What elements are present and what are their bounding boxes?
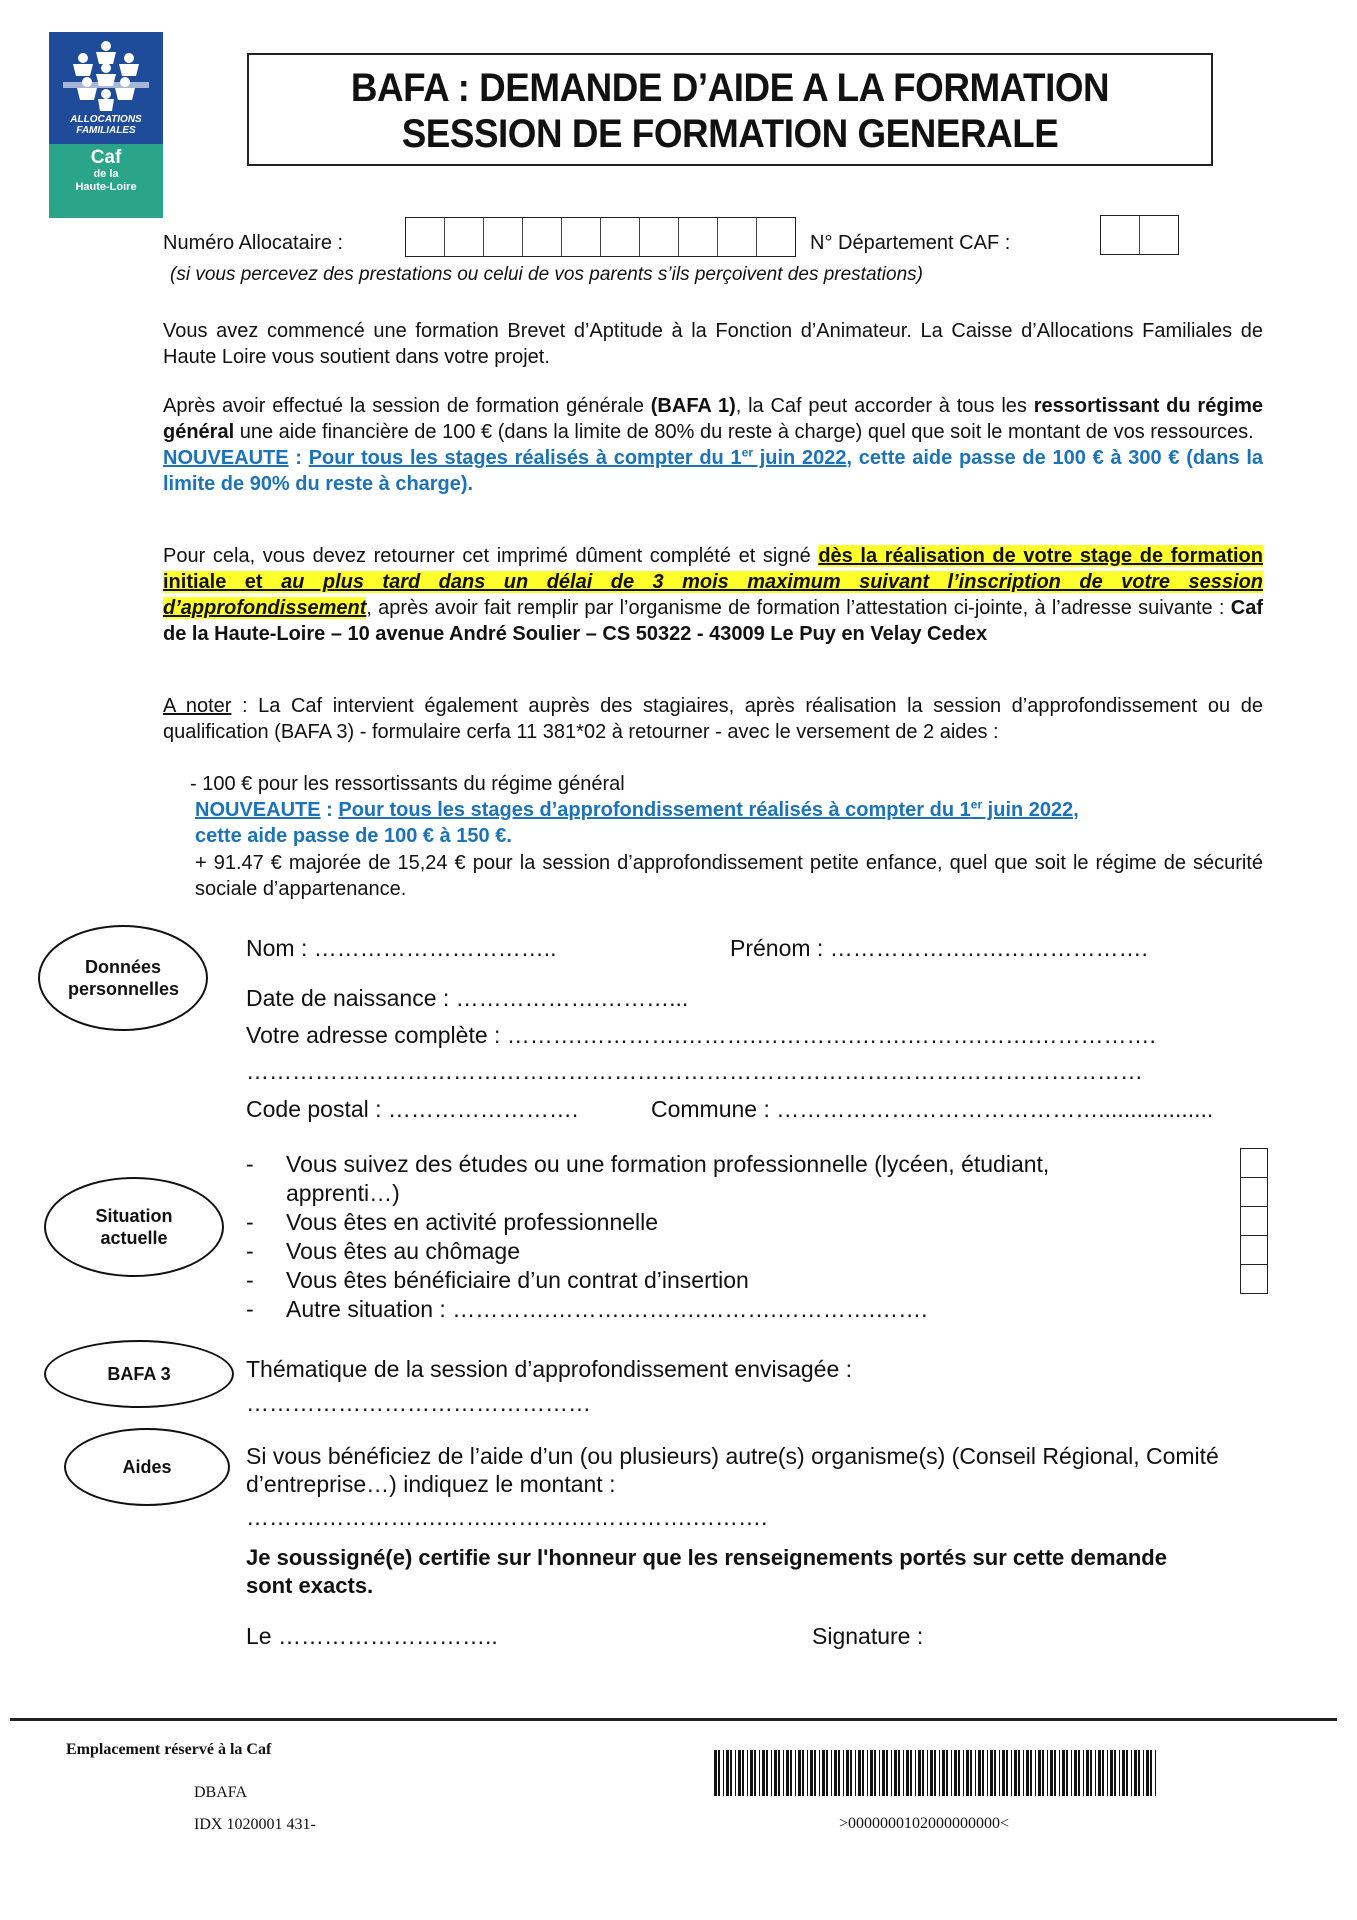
barcode-bar: [726, 1750, 729, 1796]
nouveaute-text: [309, 447, 847, 469]
barcode-bar: [987, 1750, 988, 1796]
barcode-bar: [1066, 1750, 1068, 1796]
checkbox-insertion[interactable]: [1241, 1236, 1267, 1265]
situation-checkboxes: [1240, 1148, 1268, 1294]
barcode-bar: [891, 1750, 892, 1796]
digit-cell[interactable]: [484, 218, 523, 256]
noter-nouveaute: [195, 797, 1263, 849]
barcode-bar: [999, 1750, 1000, 1796]
barcode-bar: [783, 1750, 784, 1796]
text: une aide financière de 100 € (dans la limite de 80% du reste à charge) quel que soit le montant de vos ressources.: [234, 421, 1254, 443]
section-donnees-personnelles: [38, 925, 208, 1031]
barcode-bar: [714, 1750, 717, 1796]
barcode-bar: [1023, 1750, 1024, 1796]
barcode-bar: [1086, 1750, 1089, 1796]
option-label: Vous suivez des études ou une formation professionnelle (lycéen, étudiant,: [286, 1151, 1050, 1177]
form-code: DBAFA: [194, 1784, 248, 1801]
digit-cell[interactable]: [679, 218, 718, 256]
text: Après avoir effectué la session de formation générale: [163, 395, 651, 417]
footer-divider: [10, 1718, 1337, 1721]
section-aides: [64, 1428, 230, 1506]
dash: -: [246, 1238, 254, 1264]
situation-options: [246, 1150, 1049, 1324]
date-field[interactable]: Le ………………………..: [246, 1623, 498, 1649]
barcode-bar: [718, 1750, 720, 1796]
nouveaute-label: NOUVEAUTE: [163, 447, 289, 469]
barcode-bar: [978, 1750, 981, 1796]
intro-paragraph: Vous avez commencé une formation Brevet d’Aptitude à la Fonction d’Animateur. La Caisse d’Allocations Familiales de Haute Loire vous soutient dans votre projet.: [163, 320, 1263, 368]
barcode-bar: [930, 1750, 933, 1796]
situation-option: [246, 1237, 1049, 1266]
barcode-bar: [846, 1750, 849, 1796]
section-label: BAFA 3: [107, 1364, 171, 1384]
section-label: Aides: [122, 1457, 172, 1477]
barcode-bar: [774, 1750, 777, 1796]
digit-cell[interactable]: [1140, 216, 1178, 254]
adresse-field[interactable]: Votre adresse complète : ……….………….……….………….…….……….…….…………….: [246, 1022, 1156, 1048]
barcode-bar: [1155, 1750, 1156, 1796]
bafa3-question: Thématique de la session d’approfondissement envisagée :: [246, 1356, 853, 1382]
digit-cell[interactable]: [757, 218, 795, 256]
checkbox-etudes[interactable]: [1241, 1149, 1267, 1178]
allocataire-note: (si vous percevez des prestations ou celui de vos parents s’ils perçoivent des prestations): [170, 264, 923, 285]
barcode-bar: [778, 1750, 780, 1796]
barcode-bar: [735, 1750, 736, 1796]
barcode-text: >0000000102000000000<: [839, 1815, 1010, 1832]
title-line-1: BAFA : DEMANDE D’AIDE A LA FORMATION: [350, 66, 1110, 110]
barcode-bar: [771, 1750, 772, 1796]
barcode-bar: [1090, 1750, 1092, 1796]
logo-sub-1: de la: [93, 168, 119, 180]
text: : La Caf intervient également auprès des stagiaires, après réalisation la session d’approfondissement ou de qualification (BAFA 3) - formulaire cerfa 11 381*02 à retourner - avec le versement de 2 aides :: [163, 695, 1263, 743]
checkbox-activite[interactable]: [1241, 1178, 1267, 1207]
date-naissance-field[interactable]: Date de naissance : ……………….………...: [246, 985, 689, 1011]
barcode-bar: [958, 1750, 960, 1796]
barcode-bar: [939, 1750, 940, 1796]
title-line-2: SESSION DE FORMATION GENERALE: [401, 112, 1059, 156]
barcode-bar: [750, 1750, 753, 1796]
text: juin 2022,: [982, 799, 1079, 821]
barcode-bar: [826, 1750, 828, 1796]
situation-option: [246, 1295, 1049, 1324]
option-label: Vous êtes en activité professionnelle: [286, 1209, 659, 1235]
barcode-bar: [814, 1750, 816, 1796]
commune-field[interactable]: Commune : ……………………………………..................: [651, 1096, 1214, 1122]
barcode-bar: [982, 1750, 984, 1796]
barcode-bar: [1150, 1750, 1152, 1796]
barcode-bar: [966, 1750, 969, 1796]
barcode-bar: [1102, 1750, 1104, 1796]
digit-cell[interactable]: [406, 218, 445, 256]
barcode-bar: [1110, 1750, 1113, 1796]
barcode-bar: [754, 1750, 756, 1796]
barcode-bar: [1134, 1750, 1137, 1796]
barcode-bar: [1035, 1750, 1036, 1796]
text: , la Caf peut accorder à tous les: [735, 395, 1034, 417]
dash: -: [246, 1296, 254, 1322]
barcode-bar: [882, 1750, 885, 1796]
barcode-bar: [1095, 1750, 1096, 1796]
digit-cell[interactable]: [601, 218, 640, 256]
barcode-bar: [766, 1750, 768, 1796]
barcode-bar: [1062, 1750, 1065, 1796]
adresse-field-line-2[interactable]: ………………………………………………………………………………………………………: [246, 1058, 1143, 1084]
nom-field[interactable]: Nom : …………………………..: [246, 935, 557, 961]
bafa1-paragraph: [163, 393, 1263, 497]
barcode-bar: [922, 1750, 924, 1796]
option-label: Vous êtes au chômage: [286, 1238, 520, 1264]
barcode-bar: [1047, 1750, 1048, 1796]
digit-cell[interactable]: [718, 218, 757, 256]
barcode-bar: [927, 1750, 928, 1796]
barcode-bar: [1119, 1750, 1120, 1796]
aides-montant-field[interactable]: ……….…………….…….……….…………….……….: [246, 1504, 768, 1530]
situation-option: [246, 1208, 1049, 1237]
barcode-bar: [790, 1750, 792, 1796]
barcode-bar: [1146, 1750, 1149, 1796]
barcode-bar: [802, 1750, 804, 1796]
barcode-bar: [910, 1750, 912, 1796]
barcode-bar: [918, 1750, 921, 1796]
text: :: [288, 447, 309, 469]
option-label: Vous êtes bénéficiaire d’un contrat d’insertion: [286, 1267, 749, 1293]
text: juin 2022: [752, 447, 847, 469]
signature-area[interactable]: [812, 1655, 1212, 1705]
barcode-bar: [747, 1750, 748, 1796]
logo-line-1: ALLOCATIONS: [70, 114, 142, 125]
barcode-bar: [798, 1750, 801, 1796]
barcode-bar: [1126, 1750, 1128, 1796]
signature-label: Signature :: [812, 1623, 924, 1649]
barcode-bar: [1014, 1750, 1017, 1796]
section-label: Données personnelles: [68, 957, 180, 999]
caf-family-people-icon: [63, 38, 149, 112]
barcode-bar: [1002, 1750, 1005, 1796]
text-bold: ressortissant du régime général: [163, 395, 1264, 443]
barcode-bar: [1042, 1750, 1044, 1796]
digit-cell[interactable]: [523, 218, 562, 256]
barcode-bar: [1059, 1750, 1060, 1796]
barcode-bar: [867, 1750, 868, 1796]
situation-option: [246, 1266, 1049, 1295]
barcode-bar: [1038, 1750, 1041, 1796]
digit-cell[interactable]: [445, 218, 484, 256]
barcode-bar: [1098, 1750, 1101, 1796]
highlighted-text: dès la réalisation de votre stage de formation initiale et: [163, 545, 1263, 593]
retour-paragraph: [163, 543, 1263, 647]
dash: -: [246, 1267, 254, 1293]
caf-address: Caf de la Haute-Loire – 10 avenue André Soulier – CS 50322 - 43009 Le Puy en Velay Cedex: [163, 597, 1263, 645]
barcode-bar: [954, 1750, 957, 1796]
text: Pour tous les stages d’approfondissement réalisés à compter du 1: [338, 799, 971, 821]
allocataire-label: Numéro Allocataire :: [163, 232, 344, 254]
barcode-bar: [822, 1750, 825, 1796]
nouveaute-label: NOUVEAUTE: [195, 799, 321, 821]
aides-question: Si vous bénéficiez de l’aide d’un (ou plusieurs) autre(s) organisme(s) (Conseil Régional, Comité d’entreprise…) indiquez le montant :: [246, 1443, 1219, 1497]
logo-line-2: FAMILIALES: [76, 125, 136, 136]
document-title: [247, 53, 1213, 166]
digit-cell[interactable]: [562, 218, 601, 256]
barcode-bar: [807, 1750, 808, 1796]
barcode-bar: [1078, 1750, 1080, 1796]
barcode-bar: [951, 1750, 952, 1796]
barcode-bar: [730, 1750, 732, 1796]
reserved-label: Emplacement réservé à la Caf: [66, 1741, 272, 1758]
barcode-bar: [975, 1750, 976, 1796]
barcode-bar: [915, 1750, 916, 1796]
barcode-bar: [834, 1750, 837, 1796]
departement-label: N° Département CAF :: [810, 232, 1011, 254]
barcode-bar: [898, 1750, 900, 1796]
dash: -: [246, 1151, 254, 1177]
text: :: [320, 799, 339, 821]
barcode-bar: [903, 1750, 904, 1796]
code-postal-field[interactable]: Code postal : …………………….: [246, 1096, 579, 1122]
text: Pour cela, vous devez retourner cet imprimé dûment complété et signé: [163, 545, 819, 567]
section-bafa3: [44, 1340, 234, 1408]
barcode-bar: [1114, 1750, 1116, 1796]
barcode-bar: [1050, 1750, 1053, 1796]
barcode-bar: [858, 1750, 861, 1796]
superscript: er: [970, 797, 983, 812]
barcode-bar: [762, 1750, 765, 1796]
barcode-bar: [1138, 1750, 1140, 1796]
logo-brand: Caf: [90, 147, 122, 168]
bafa3-thematique-field[interactable]: ………………………………………: [246, 1390, 591, 1416]
barcode-bar: [1143, 1750, 1144, 1796]
digit-cell[interactable]: [640, 218, 679, 256]
barcode-bar: [934, 1750, 936, 1796]
barcode-bar: [862, 1750, 864, 1796]
departement-field[interactable]: [1100, 215, 1179, 255]
noter-label: A noter: [163, 695, 232, 717]
option-label-continued: apprenti…): [286, 1180, 400, 1206]
dash: -: [246, 1209, 254, 1235]
barcode-bar: [1122, 1750, 1125, 1796]
barcode-bar: [1011, 1750, 1012, 1796]
barcode-bar: [850, 1750, 852, 1796]
barcode-bar: [831, 1750, 832, 1796]
section-situation-actuelle: [44, 1177, 224, 1277]
barcode-bar: [742, 1750, 744, 1796]
barcode-bar: [738, 1750, 741, 1796]
barcode-bar: [970, 1750, 972, 1796]
noter-paragraph: [163, 693, 1263, 745]
caf-logo: [49, 32, 163, 218]
barcode-icon: [714, 1750, 1160, 1796]
barcode-bar: [1071, 1750, 1072, 1796]
logo-sub-2: Haute-Loire: [75, 181, 137, 193]
option-label[interactable]: Autre situation : ………….……….……….……….………….…….: [286, 1296, 928, 1322]
barcode-bar: [723, 1750, 724, 1796]
barcode-bar: [942, 1750, 945, 1796]
certification-statement: Je soussigné(e) certifie sur l'honneur que les renseignements portés sur cette demande sont exacts.: [246, 1545, 1167, 1598]
barcode-bar: [879, 1750, 880, 1796]
barcode-bar: [1131, 1750, 1132, 1796]
barcode-bar: [990, 1750, 993, 1796]
barcode-bar: [1107, 1750, 1108, 1796]
barcode-bar: [1083, 1750, 1084, 1796]
noter-item-2: + 91.47 € majorée de 15,24 € pour la session d’approfondissement petite enfance, quel que soit le régime de sécurité sociale d’appartenance.: [195, 852, 1263, 900]
barcode-bar: [810, 1750, 813, 1796]
checkbox-chomage[interactable]: [1241, 1207, 1267, 1236]
barcode-bar: [1026, 1750, 1029, 1796]
allocataire-number-field[interactable]: [405, 217, 796, 257]
barcode-bar: [838, 1750, 840, 1796]
text: Pour tous les stages réalisés à compter du 1: [308, 447, 742, 469]
text-bold: (BAFA 1): [650, 395, 736, 417]
superscript: er: [741, 445, 753, 460]
barcode-bar: [886, 1750, 888, 1796]
noter-item-1: - 100 € pour les ressortissants du régime général: [190, 773, 625, 795]
idx-code: IDX 1020001 431-: [194, 1816, 316, 1833]
barcode-bar: [894, 1750, 897, 1796]
barcode-bar: [874, 1750, 876, 1796]
barcode-bar: [843, 1750, 844, 1796]
barcode-bar: [906, 1750, 909, 1796]
barcode-bar: [819, 1750, 820, 1796]
text: , après avoir fait remplir par l’organisme de formation l’attestation ci-jointe, à l’adresse suivante :: [366, 597, 1231, 619]
barcode-bar: [994, 1750, 996, 1796]
barcode-bar: [795, 1750, 796, 1796]
barcode-bar: [855, 1750, 856, 1796]
barcode-bar: [946, 1750, 948, 1796]
situation-option: [246, 1150, 1049, 1179]
barcode-bar: [786, 1750, 789, 1796]
barcode-bar: [963, 1750, 964, 1796]
barcode-bar: [759, 1750, 760, 1796]
text: cette aide passe de 100 € à 150 €.: [195, 825, 512, 847]
barcode-bar: [1074, 1750, 1077, 1796]
highlighted-text: au plus tard dans un délai de 3 mois maximum suivant l’inscription de votre session d’approfondissement: [163, 571, 1263, 619]
barcode-bar: [1006, 1750, 1008, 1796]
checkbox-autre[interactable]: [1241, 1265, 1267, 1293]
barcode-bar: [1018, 1750, 1020, 1796]
prenom-field[interactable]: Prénom : ……………….….……………….: [730, 935, 1148, 961]
nouveaute-text: [338, 799, 1078, 821]
section-label: Situation actuelle: [95, 1206, 173, 1248]
barcode-bar: [1030, 1750, 1032, 1796]
barcode-bar: [870, 1750, 873, 1796]
digit-cell[interactable]: [1101, 216, 1140, 254]
barcode-bar: [1054, 1750, 1056, 1796]
text: , cette aide passe de 100 € à 300 € (dans la limite de 90% du reste à charge).: [163, 447, 1264, 495]
